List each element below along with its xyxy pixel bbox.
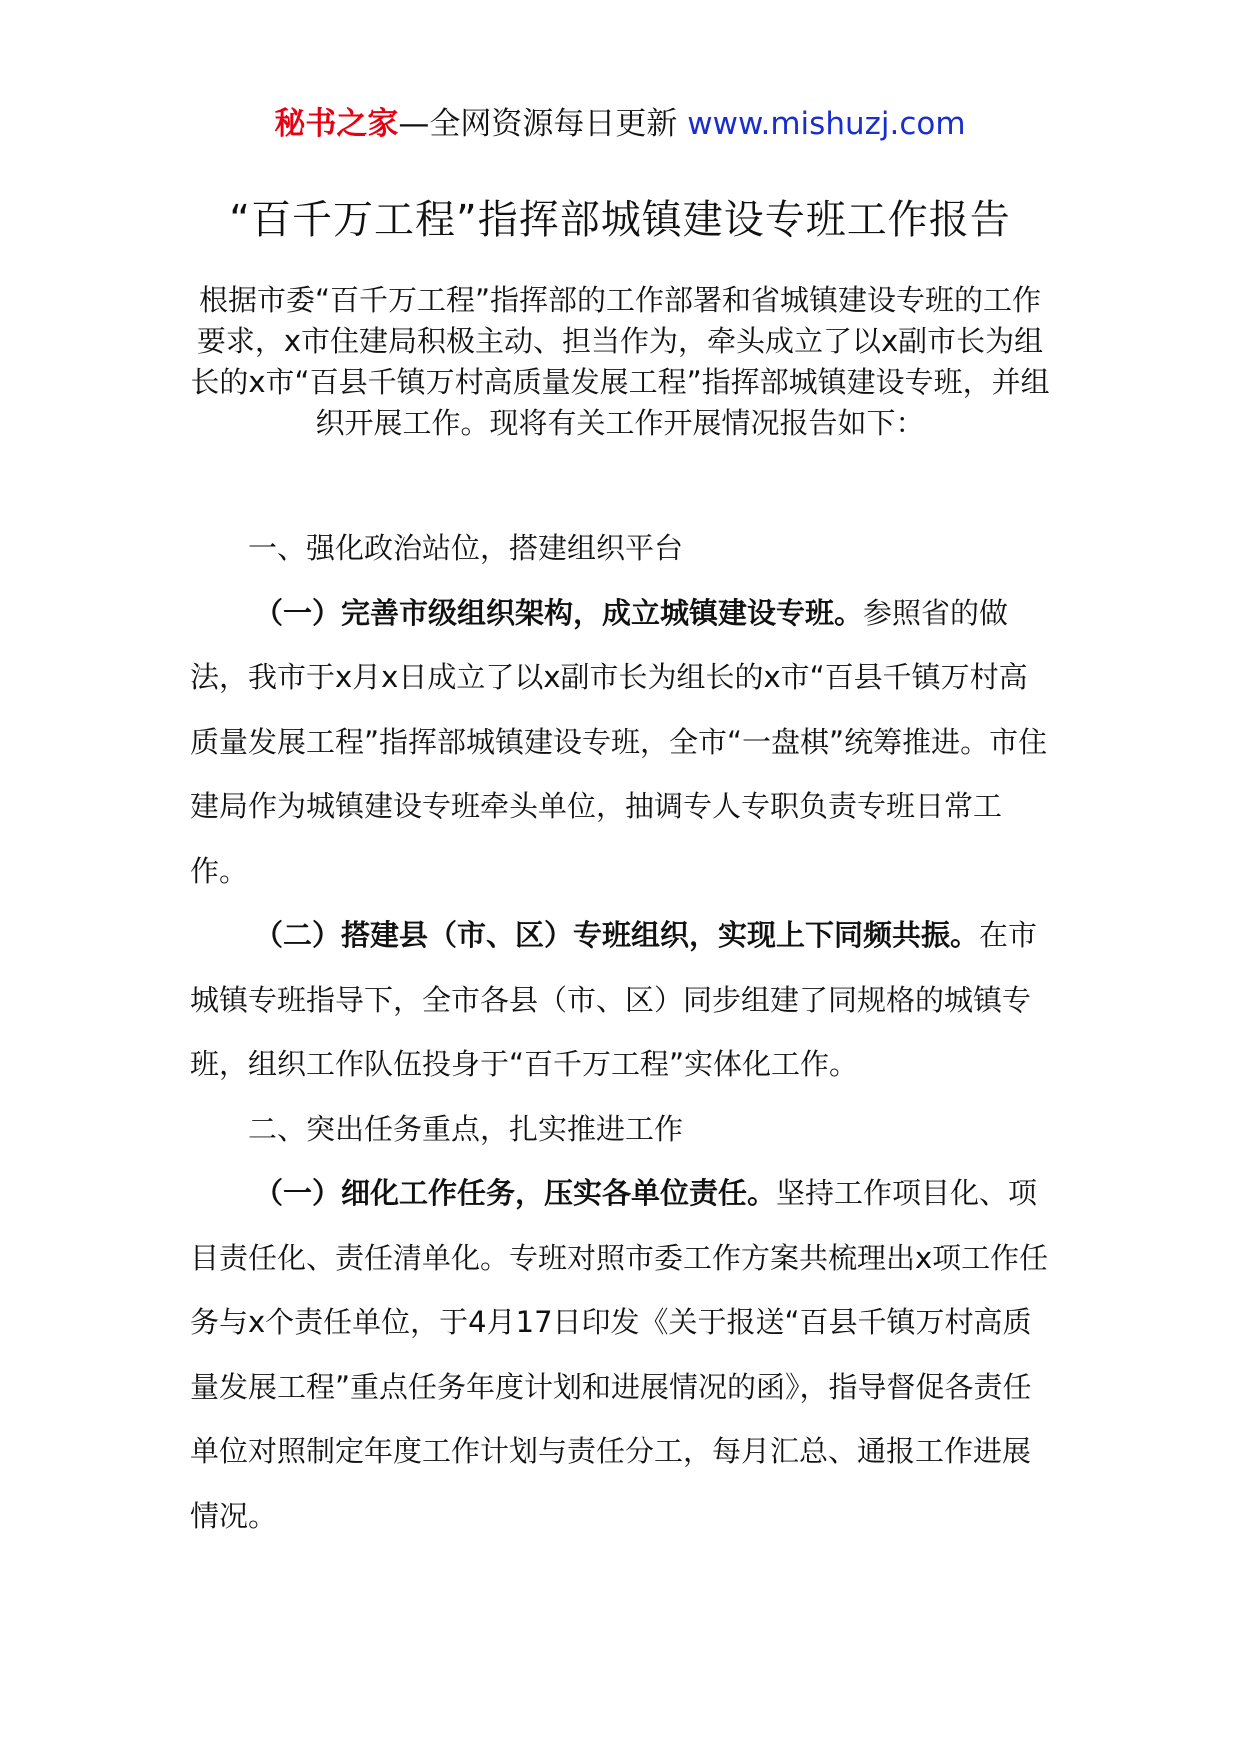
body-paragraph-2 — [190, 903, 1050, 1097]
body-paragraph-3 — [190, 1161, 1050, 1548]
section-heading-1: 一、强化政治站位，搭建组织平台 — [248, 531, 684, 565]
paragraph-lead: （二）搭建县（市、区）专班组织，实现上下同频共振。 — [254, 918, 980, 952]
section-heading-2: 二、突出任务重点，扎实推进工作 — [248, 1111, 684, 1146]
header-slogan: —全网资源每日更新 — [398, 106, 678, 142]
paragraph-text: 在市城镇专班指导下，全市各县（市、区）同步组建了同规格的城镇专班，组织工作队伍投身于“百千万工程”实体化工作。 — [190, 918, 1038, 1081]
site-header — [0, 102, 1240, 146]
intro-paragraph: 根据市委“百千万工程”指挥部的工作部署和省城镇建设专班的工作要求，x市住建局积极主动、担当作为，牵头成立了以x副市长为组长的x市“百县千镇万村高质量发展工程”指挥部城镇建设专班，并组织开展工作。现将有关工作开展情况报告如下： — [190, 283, 1050, 440]
body-paragraph-1 — [190, 581, 1050, 904]
document-body — [190, 516, 1050, 1548]
site-url: www.mishuzj.com — [687, 106, 966, 142]
paragraph-text: 参照省的做法，我市于x月x日成立了以x副市长为组长的x市“百县千镇万村高质量发展工程”指挥部城镇建设专班，全市“一盘棋”统筹推进。市住建局作为城镇建设专班牵头单位，抽调专人专职负责专班日常工作。 — [190, 595, 1048, 888]
document-title: “百千万工程”指挥部城镇建设专班工作报告 — [229, 197, 1011, 243]
paragraph-lead: （一）细化工作任务，压实各单位责任。 — [254, 1176, 777, 1210]
brand-name: 秘书之家 — [274, 106, 399, 142]
paragraph-lead: （一）完善市级组织架构，成立城镇建设专班。 — [254, 595, 864, 630]
paragraph-text: 坚持工作项目化、项目责任化、责任清单化。专班对照市委工作方案共梳理出x项工作任务与x个责任单位，于4月17日印发《关于报送“百县千镇万村高质量发展工程”重点任务年度计划和进展情况的函》，指导督促各责任单位对照制定年度工作计划与责任分工，每月汇总、通报工作进展情况。 — [190, 1176, 1049, 1533]
